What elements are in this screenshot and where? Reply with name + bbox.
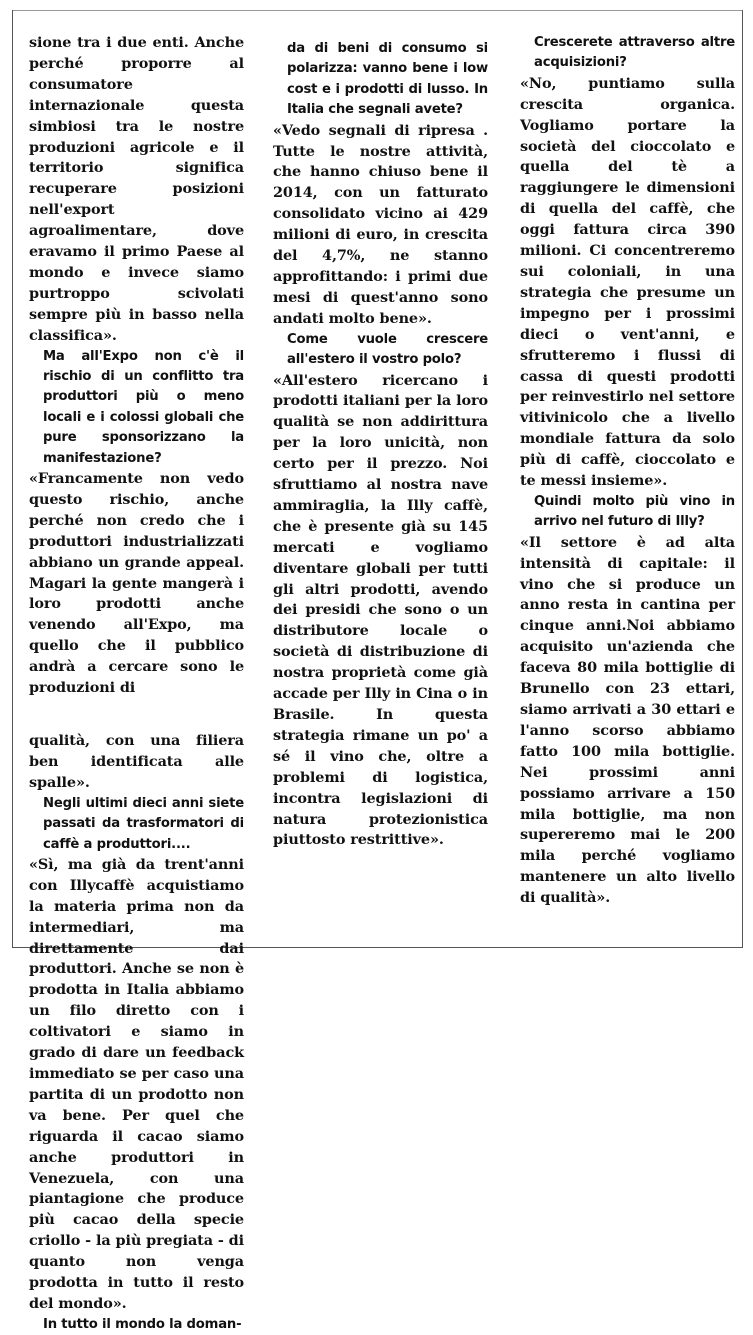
interview-question: Come vuole crescere all'estero il vostro polo? (287, 331, 488, 368)
answer-paragraph: «No, puntiamo sulla crescita organica. Vogliamo portare la società del cioccolato e quella del tè a raggiungere le dimensioni di quella del caffè, che oggi fattura circa 390 milioni. Ci concentreremo sui coloniali, in una strategia che presume un impegno per i prossimi dieci o vent'anni, e sfrutteremo i flussi di cassa di questi prodotti per reinvestirlo nel settore vitivinicolo che a livello mondiale fattura da solo più di caffè, cioccolato e te messi insieme». (520, 74, 735, 490)
article-column-3 (520, 33, 735, 909)
article-column-2 (273, 39, 488, 851)
interview-question: Ma all'Expo non c'è il rischio di un conflitto tra produttori più o meno locali e i colossi globali che pure sponsorizzano la manifestazione? (43, 348, 244, 466)
column-gap (29, 699, 244, 731)
interview-question: Quindi molto più vino in arrivo nel futuro di Illy? (534, 493, 735, 530)
answer-paragraph: «All'estero ricercano i prodotti italiani per la loro qualità se non addirittura per la loro unicità, non certo per il prezzo. Noi sfruttiamo al nostra nave ammiraglia, la Illy caffè, che è presente già su 145 mercati e vogliamo diventare globali per tutti gli altri prodotti, avendo dei presidi che sono o un distributore locale o società di distribuzione di nostra proprietà come già accade per Illy in Cina o in Brasile. In questa strategia rimane un po' a sé il vino che, oltre a problemi di logistica, incontra legislazioni di natura protezionistica piuttosto restrittive». (273, 371, 488, 849)
answer-paragraph: sione tra i due enti. Anche perché proporre al consumatore internazionale questa simbiosi tra le nostre produzioni agricole e il territorio significa recuperare posizioni nell'export agroalimentare, dove eravamo il primo Paese al mondo e invece siamo purtroppo scivolati sempre più in basso nella classifica». (29, 34, 244, 344)
interview-question: In tutto il mondo la doman- (43, 1316, 242, 1332)
answer-paragraph: «Francamente non vedo questo rischio, anche perché non credo che i produttori industrializzati abbiano un grande appeal. Magari la gente mangerà i loro prodotti anche venendo all'Expo, ma quello che il pubblico andrà a cercare sono le produzioni di (29, 470, 244, 697)
answer-paragraph: «Vedo segnali di ripresa . Tutte le nostre attività, che hanno chiuso bene il 2014, con un fatturato consolidato vicino ai 429 milioni di euro, in crescita del 4,7%, ne stanno approfittando: i primi due mesi di quest'anno sono andati molto bene». (273, 121, 488, 327)
interview-question: Crescerete attraverso altre acquisizioni? (534, 35, 735, 71)
answer-paragraph: «Il settore è ad alta intensità di capitale: il vino che si produce un anno resta in cantina per cinque anni.Noi abbiamo acquisito un'azienda che faceva 80 mila bottiglie di Brunello con 23 ettari, siamo arrivati a 30 ettari e l'anno scorso abbiamo fatto 100 mila bottiglie. Nei prossimi anni possiamo arrivare a 150 mila bottiglie, ma non supereremo mai le 200 mila perché vogliamo mantenere un alto livello di qualità». (520, 533, 735, 907)
article-column-1 (29, 33, 244, 1335)
answer-paragraph: qualità, con una filiera ben identificata alle spalle». (29, 732, 244, 791)
answer-paragraph: «Sì, ma già da trent'anni con Illycaffè acquistiamo la materia prima non da intermediari, ma direttamente dai produttori. Anche se non è prodotta in Italia abbiamo un filo diretto con i coltivatori e siamo in grado di dare un feedback immediato se per caso una partita di un prodotto non va bene. Per quel che riguarda il cacao siamo anche produttori in Venezuela, con una piantagione che produce più cacao della specie criollo - la più pregiata - di quanto non venga prodotta in tutto il resto del mondo». (29, 855, 244, 1312)
interview-question: Negli ultimi dieci anni siete passati da trasformatori di caffè a produttori.... (43, 795, 244, 852)
interview-question: da di beni di consumo si polarizza: vanno bene i low cost e i prodotti di lusso. In Italia che segnali avete? (287, 41, 488, 118)
